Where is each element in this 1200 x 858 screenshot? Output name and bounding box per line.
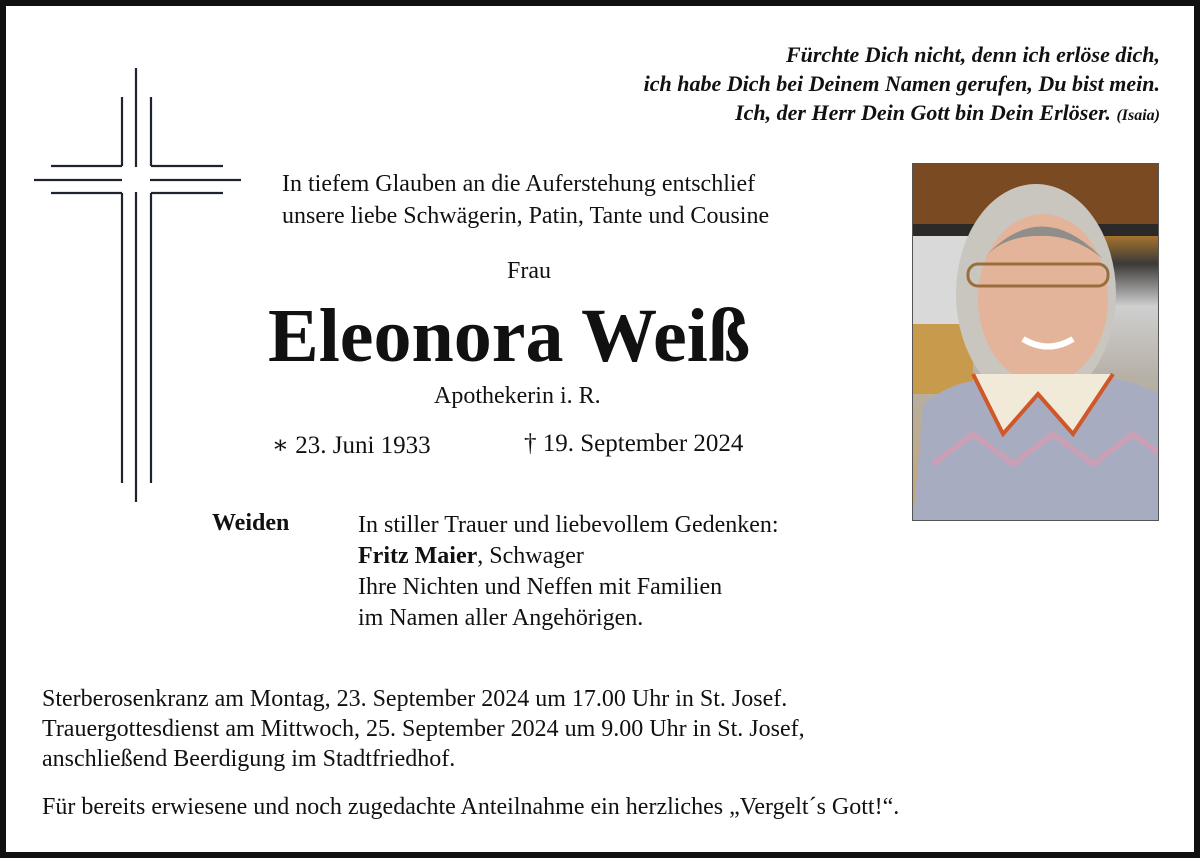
- death-date: † 19. September 2024: [524, 430, 744, 457]
- intro-line: unsere liebe Schwägerin, Patin, Tante und Cousine: [282, 203, 770, 229]
- service-line: Sterberosenkranz am Montag, 23. September 2024 um 17.00 Uhr in St. Josef.: [42, 686, 788, 712]
- deceased-name: Eleonora Weiß: [268, 294, 751, 378]
- thanks-text: Für bereits erwiesene und noch zugedachte Anteilnahme ein herzliches „Vergelt´s Gott!“.: [42, 794, 900, 820]
- bible-quote: [644, 40, 1160, 130]
- service-line: Trauergottesdienst am Mittwoch, 25. September 2024 um 9.00 Uhr in St. Josef,: [42, 716, 805, 742]
- quote-line: Fürchte Dich nicht, denn ich erlöse dich,: [785, 42, 1160, 67]
- service-info: [42, 684, 805, 774]
- salutation: Frau: [507, 258, 551, 284]
- mourner-name: Fritz Maier: [358, 543, 478, 569]
- mourner-relation: , Schwager: [477, 543, 584, 569]
- profession: Apothekerin i. R.: [434, 383, 601, 409]
- mourners-block: [358, 510, 779, 634]
- place-name: Weiden: [212, 510, 290, 536]
- cross-icon: [0, 0, 260, 520]
- quote-line: ich habe Dich bei Deinem Namen gerufen, Du bist mein.: [643, 71, 1160, 96]
- portrait-photo: [912, 163, 1159, 521]
- portrait-image: [913, 164, 1159, 521]
- birth-date: ∗ 23. Juni 1933: [272, 432, 431, 459]
- service-line: anschließend Beerdigung im Stadtfriedhof.: [42, 746, 456, 772]
- quote-source: (Isaia): [1116, 107, 1160, 124]
- mourners-heading: In stiller Trauer und liebevollem Gedenken:: [358, 512, 779, 538]
- mourner-line: im Namen aller Angehörigen.: [358, 605, 644, 631]
- mourner-line: Ihre Nichten und Neffen mit Familien: [358, 574, 723, 600]
- quote-line: Ich, der Herr Dein Gott bin Dein Erlöser.: [735, 100, 1111, 125]
- intro-line: In tiefem Glauben an die Auferstehung entschlief: [282, 171, 756, 197]
- intro-text: [282, 168, 769, 232]
